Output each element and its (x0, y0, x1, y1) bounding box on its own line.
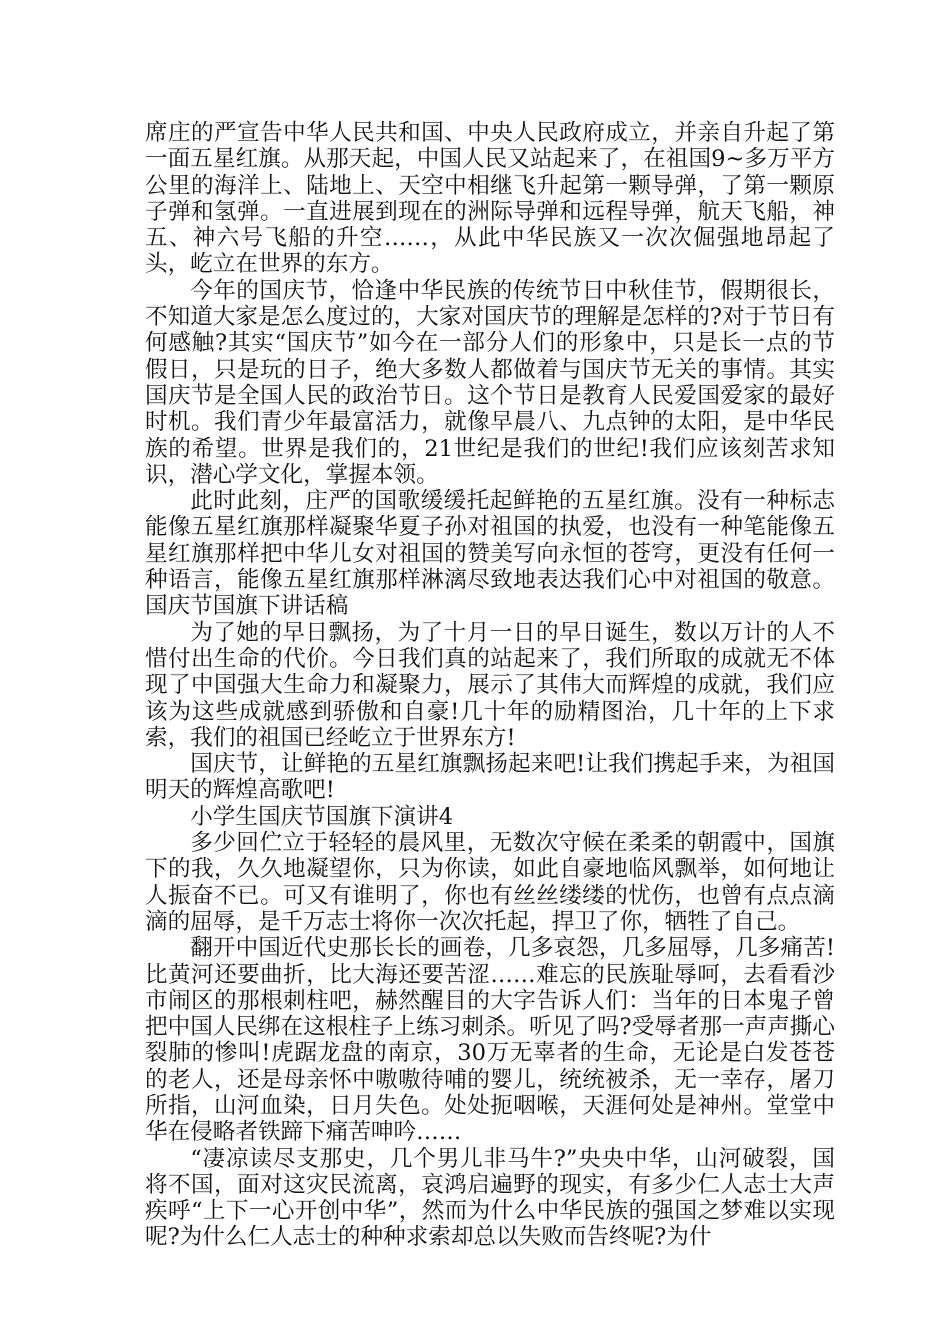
paragraph-2: 今年的国庆节，恰逢中华民族的传统节日中秋佳节，假期很长，不知道大家是怎么度过的，大家对国庆节的理解是怎样的?对于节日有何感触?其实“国庆节”如今在一部分人们的形象中，只是长一点的节假日，只是玩的日子，绝大多数人都做着与国庆节无关的事情。其实国庆节是全国人民的政治节日。这个节日是教育人民爱国爱家的最好时机。我们青少年最富活力，就像早晨八、九点钟的太阳，是中华民族的希望。世界是我们的，21世纪是我们的世纪!我们应该刻苦求知识，潜心学文化，掌握本领。 (145, 277, 835, 488)
paragraph-8: “凄凉读尽支那史，几个男儿非马牛?”央央中华，山河破裂，国将不国，面对这灾民流离，哀鸿启遍野的现实，有多少仁人志士大声疾呼“上下一心开创中华”，然而为什么中华民族的强国之梦难以实现呢?为什么仁人志士的种种求索却总以失败而告终呢?为什 (145, 1145, 835, 1251)
paragraph-3: 此时此刻，庄严的国歌缓缓托起鲜艳的五星红旗。没有一种标志能像五星红旗那样凝聚华夏子孙对祖国的执爱，也没有一种笔能像五星红旗那样把中华儿女对祖国的赞美写向永恒的苍穹，更没有任何一种语言，能像五星红旗那样淋漓尽致地表达我们心中对祖国的敬意。国庆节国旗下讲话稿 (145, 488, 835, 620)
document-page (145, 120, 835, 1251)
section-heading: 小学生国庆节国旗下演讲4 (190, 803, 454, 830)
paragraph-1: 席庄的严宣告中华人民共和国、中央人民政府成立，并亲自升起了第一面五星红旗。从那天起，中国人民又站起来了，在祖国9~多万平方公里的海洋上、陆地上、天空中相继飞升起第一颗导弹，了第一颗原子弹和氢弹。一直进展到现在的洲际导弹和远程导弹，航天飞船，神五、神六号飞船的升空……，从此中华民族又一次次倔强地昂起了头，屹立在世界的东方。 (145, 120, 835, 278)
paragraph-6: 多少回伫立于轻轻的晨风里，无数次守候在柔柔的朝霞中，国旗下的我，久久地凝望你，只为你读，如此自豪地临风飘举，如何地让人振奋不已。可又有谁明了，你也有丝丝缕缕的忧伤，也曾有点点滴滴的屈辱，是千万志士将你一次次托起，捍卫了你，牺牲了自己。 (145, 830, 835, 935)
paragraph-4: 为了她的早日飘扬，为了十月一日的早日诞生，数以万计的人不惜付出生命的代价。今日我们真的站起来了，我们所取的成就无不体现了中国强大生命力和凝聚力，展示了其伟大而辉煌的成就，我们应该为这些成就感到骄傲和自豪!几十年的励精图治，几十年的上下求索，我们的祖国已经屹立于世界东方! (145, 619, 835, 751)
paragraph-5: 国庆节，让鲜艳的五星红旗飘扬起来吧!让我们携起手来，为祖国明天的辉煌高歌吧! (145, 751, 835, 804)
paragraph-7: 翻开中国近代史那长长的画卷，几多哀怨，几多屈辱，几多痛苦!比黄河还要曲折，比大海还要苦涩……难忘的民族耻辱呵，去看看沙市闹区的那根刺柱吧，赫然醒目的大字告诉人们：当年的日本鬼子曾把中国人民绑在这根柱子上练习刺杀。听见了吗?受辱者那一声声撕心裂肺的惨叫!虎踞龙盘的南京，30万无辜者的生命，无论是白发苍苍的老人，还是母亲怀中嗷嗷待哺的婴儿，统统被杀，无一幸存，屠刀所指，山河血染，日月失色。处处扼咽喉，天涯何处是神州。堂堂中华在侵略者铁蹄下痛苦呻吟…… (145, 935, 835, 1146)
